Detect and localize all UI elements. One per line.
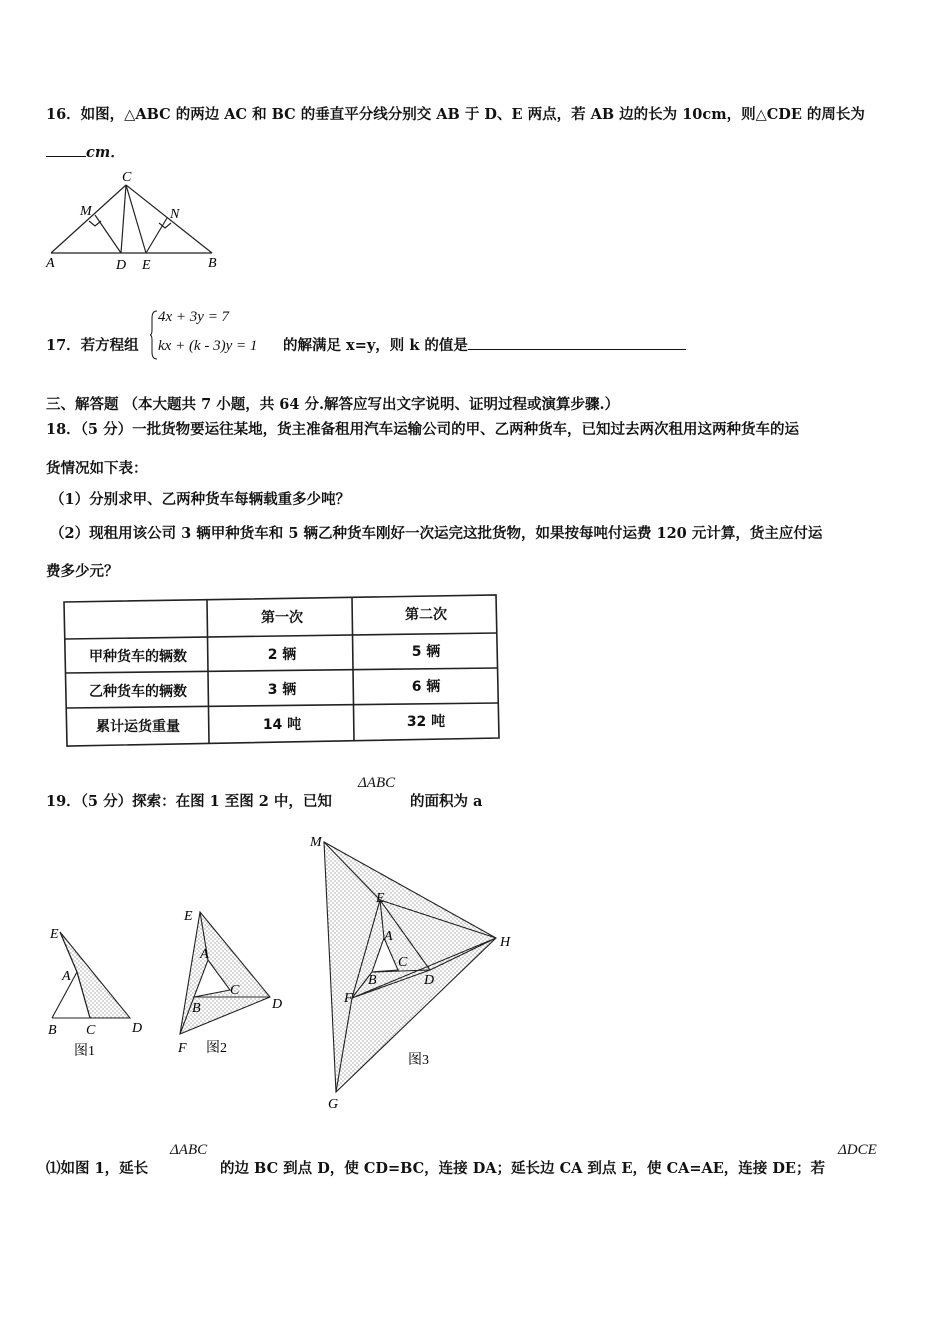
q17-prefix: 17．若方程组 xyxy=(46,337,139,354)
q17-brace xyxy=(150,310,158,360)
svg-text:A: A xyxy=(62,969,71,984)
table-header-first: 第一次 xyxy=(261,610,303,626)
table-header-second: 第二次 xyxy=(405,607,447,623)
q18-text-line1: 18．（5 分）一批货物要运往某地，货主准备租用汽车运输公司的甲、乙两种货车，已知过去两次租用这两种货车的运 xyxy=(46,421,800,438)
svg-text:D: D xyxy=(116,258,127,273)
svg-text:F: F xyxy=(178,1041,187,1056)
q18-part2-line1: （2）现租用该公司 3 辆甲种货车和 5 辆乙种货车刚好一次运完这批货物，如果按每吨付运费 120 元计算，货主应付运 xyxy=(50,525,823,542)
svg-text:A: A xyxy=(200,947,209,962)
svg-text:D: D xyxy=(272,997,283,1012)
svg-text:D: D xyxy=(424,973,435,988)
q19-figure-1 xyxy=(42,920,152,1060)
section-3-title: 三、解答题 （本大题共 7 小题，共 64 分.解答应写出文字说明、证明过程或演算步骤.） xyxy=(46,396,620,413)
q16-answer-blank[interactable] xyxy=(46,156,86,157)
q19-prefix: 19．（5 分）探索：在图 1 至图 2 中，已知 xyxy=(46,793,332,810)
svg-text:C: C xyxy=(86,1023,96,1038)
table-row-label: 乙种货车的辆数 xyxy=(89,684,187,700)
svg-text:E: E xyxy=(50,927,59,942)
table-cell: 3 辆 xyxy=(267,682,297,698)
q17-equation-1: 4x + 3y = 7 xyxy=(158,309,230,325)
svg-text:G: G xyxy=(328,1097,339,1112)
svg-text:C: C xyxy=(122,170,132,185)
table-cell: 6 辆 xyxy=(411,679,441,695)
svg-text:D: D xyxy=(132,1021,143,1036)
svg-text:H: H xyxy=(500,935,511,950)
svg-text:B: B xyxy=(192,1001,201,1016)
table-cell: 32 吨 xyxy=(406,714,446,730)
svg-text:B: B xyxy=(368,973,377,988)
svg-text:C: C xyxy=(398,955,408,970)
q19-part1-start: ⑴如图 1，延长 xyxy=(46,1160,149,1177)
svg-text:M: M xyxy=(310,835,322,850)
q16-answer-line: cm． xyxy=(46,141,125,162)
svg-text:E: E xyxy=(184,909,193,924)
table-cell: 5 辆 xyxy=(411,644,441,660)
q18-part2-line2: 费多少元？ xyxy=(46,563,119,580)
q19-part1-triangle-dce: ΔDCE xyxy=(838,1142,877,1158)
q19-triangle-abc: ΔABC xyxy=(358,775,396,791)
svg-text:B: B xyxy=(48,1023,57,1038)
table-cell: 14 吨 xyxy=(262,717,302,733)
svg-text:B: B xyxy=(208,256,217,271)
svg-text:图1: 图1 xyxy=(74,1044,95,1059)
q16-figure xyxy=(40,165,240,280)
q19-figure-3 xyxy=(300,830,530,1115)
svg-text:E: E xyxy=(376,891,385,906)
svg-text:M: M xyxy=(80,204,92,219)
q19-part1-triangle-abc: ΔABC xyxy=(170,1142,208,1158)
svg-text:图3: 图3 xyxy=(408,1053,429,1068)
svg-text:N: N xyxy=(170,207,180,222)
q16-text: 16．如图，△ABC 的两边 AC 和 BC 的垂直平分线分别交 AB 于 D、E 两点，若 AB 边的长为 10cm，则△CDE 的周长为 xyxy=(46,106,865,123)
q19-suffix: 的面积为 a xyxy=(410,793,483,810)
q19-figure-2 xyxy=(170,902,300,1062)
q19-part1-middle: 的边 BC 到点 D，使 CD=BC，连接 DA；延长边 CA 到点 E，使 CA=AE，连接 DE；若 xyxy=(220,1160,825,1177)
svg-text:图2: 图2 xyxy=(206,1041,227,1056)
q18-text-line2: 货情况如下表： xyxy=(46,460,148,477)
q18-table xyxy=(62,593,500,748)
svg-text:F: F xyxy=(344,991,353,1006)
svg-text:C: C xyxy=(230,983,240,998)
svg-text:A: A xyxy=(46,256,55,271)
q18-part1: （1）分别求甲、乙两种货车每辆载重多少吨？ xyxy=(50,491,351,508)
q17-equation-2: kx + (k - 3)y = 1 xyxy=(158,338,258,354)
svg-text:A: A xyxy=(384,929,393,944)
table-row-label: 累计运货重量 xyxy=(96,719,180,735)
q17-suffix: 的解满足 x=y，则 k 的值是 xyxy=(283,334,686,355)
svg-text:E: E xyxy=(142,258,151,273)
q17-answer-blank[interactable] xyxy=(468,349,686,350)
table-row-label: 甲种货车的辆数 xyxy=(89,649,187,665)
table-cell: 2 辆 xyxy=(267,647,297,663)
